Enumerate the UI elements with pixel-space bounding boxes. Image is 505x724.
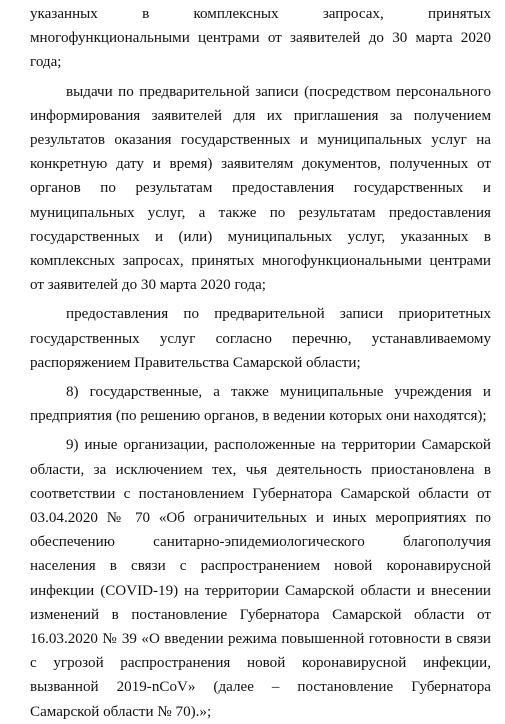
paragraph-priority-services: предоставления по предварительной записи приоритетных государственных услуг согласно перечню, устанавливаемому распоряжением Правительства Самарской области; [30,306,491,371]
paragraph-item-8: 8) государственные, а также муниципальные учреждения и предприятия (по решению органов, в ведении которых они находятся); [30,384,491,425]
paragraph-issuance-by-appointment: выдачи по предварительной записи (посредством персонального информирования заявителей для их приглашения за получением результатов оказания государственных и муниципальных услуг на конкретную дату и время) заявителям документов, полученных от органов по результатам предоставления государственных и муниципальных услуг, а также по результатам предоставления государственных и (или) муниципальных услуг, указанных в комплексных запросах, принятых многофункциональными центрами от заявителей до 30 марта 2020 года; [30,83,491,294]
paragraph-item-9: 9) иные организации, расположенные на территории Самарской области, за исключением тех, чья деятельность приостановлена в соответствии с постановлением Губернатора Самарской области от 03.04.2020 № 70 «Об ограничительных и иных мероприятиях по обеспечению санитарно-эпидемиологического благополучия населения в связи с распространением новой коронавирусной инфекции (COVID-19) на территории Самарской области и внесении изменений в постановление Губернатора Самарской области от 16.03.2020 № 39 «О введении режима повышенной готовности в связи с угрозой распространения новой коронавирусной инфекции, вызванной 2019-nCoV» (далее – постановление Губернатора Самарской области № 70).»; [30,437,491,720]
paragraph-continuation: указанных в комплексных запросах, принятых многофункциональными центрами от заявителей до 30 марта 2020 года; [30,6,491,71]
